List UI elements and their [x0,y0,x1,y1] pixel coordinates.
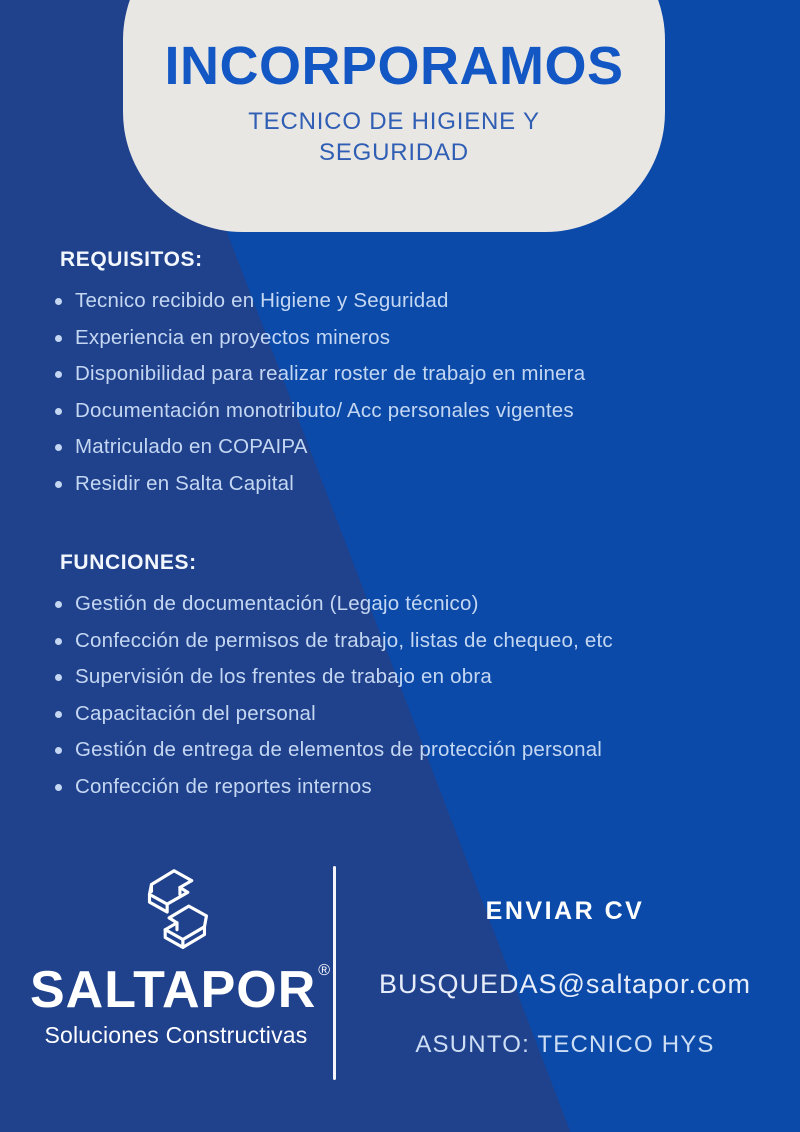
brand-wordmark [30,960,332,1020]
bullet-icon [55,335,62,342]
list-item-text: Residir en Salta Capital [75,471,295,495]
list-item [50,290,770,313]
bullet-icon [55,638,62,645]
brand-name: SALTAPOR [30,961,317,1019]
saltapor-logo-icon [121,858,231,966]
brand-block [30,858,332,1049]
list-item-text: Matriculado en COPAIPA [75,435,308,458]
bullet-icon [55,784,62,791]
list-item-text: Confección de permisos de trabajo, listas de chequeo, etc [75,628,613,652]
bullet-icon [55,371,62,378]
poster-subtitle: TECNICO DE HIGIENE Y SEGURIDAD [248,108,540,166]
bullet-icon [55,747,62,754]
list-item [50,776,770,799]
list-item-text: Disponibilidad para realizar roster de trabajo en minera [75,362,586,385]
funciones-list [50,593,770,812]
list-item [50,327,770,350]
list-item [50,739,770,762]
bullet-icon [55,711,62,718]
list-item-text: Tecnico recibido en Higiene y Seguridad [75,289,449,312]
vertical-divider [333,866,336,1080]
list-item [50,473,770,496]
list-item [50,400,770,423]
section-heading-funciones: FUNCIONES: [60,551,197,574]
list-item-text: Capacitación del personal [75,701,316,725]
list-item [50,436,770,459]
list-item-text: Gestión de documentación (Legajo técnico) [75,592,479,615]
enviar-cv-label: ENVIAR CV [485,897,645,925]
bullet-icon [55,298,62,305]
bullet-icon [55,408,62,415]
requisitos-list [50,290,770,509]
bullet-icon [55,481,62,488]
list-item-text: Supervisión de los frentes de trabajo en obra [75,665,492,688]
section-heading-requisitos: REQUISITOS: [60,248,203,271]
email-address: BUSQUEDAS@saltapor.com [378,969,752,999]
list-item [50,363,770,386]
list-item [50,666,770,689]
bullet-icon [55,674,62,681]
list-item-text: Confección de reportes internos [75,774,372,798]
poster-title: INCORPORAMOS [164,36,624,96]
list-item-text: Experiencia en proyectos mineros [75,325,391,349]
list-item-text: Documentación monotributo/ Acc personales vigentes [75,398,574,422]
list-item-text: Gestión de entrega de elementos de protección personal [75,738,603,761]
email-subject: ASUNTO: TECNICO HYS [415,1031,715,1058]
header-capsule [123,0,665,232]
list-item [50,593,770,616]
bullet-icon [55,444,62,451]
brand-tagline: Soluciones Constructivas [44,1022,308,1048]
bullet-icon [55,601,62,608]
list-item [50,630,770,653]
registered-mark: ® [318,961,332,979]
list-item [50,703,770,726]
